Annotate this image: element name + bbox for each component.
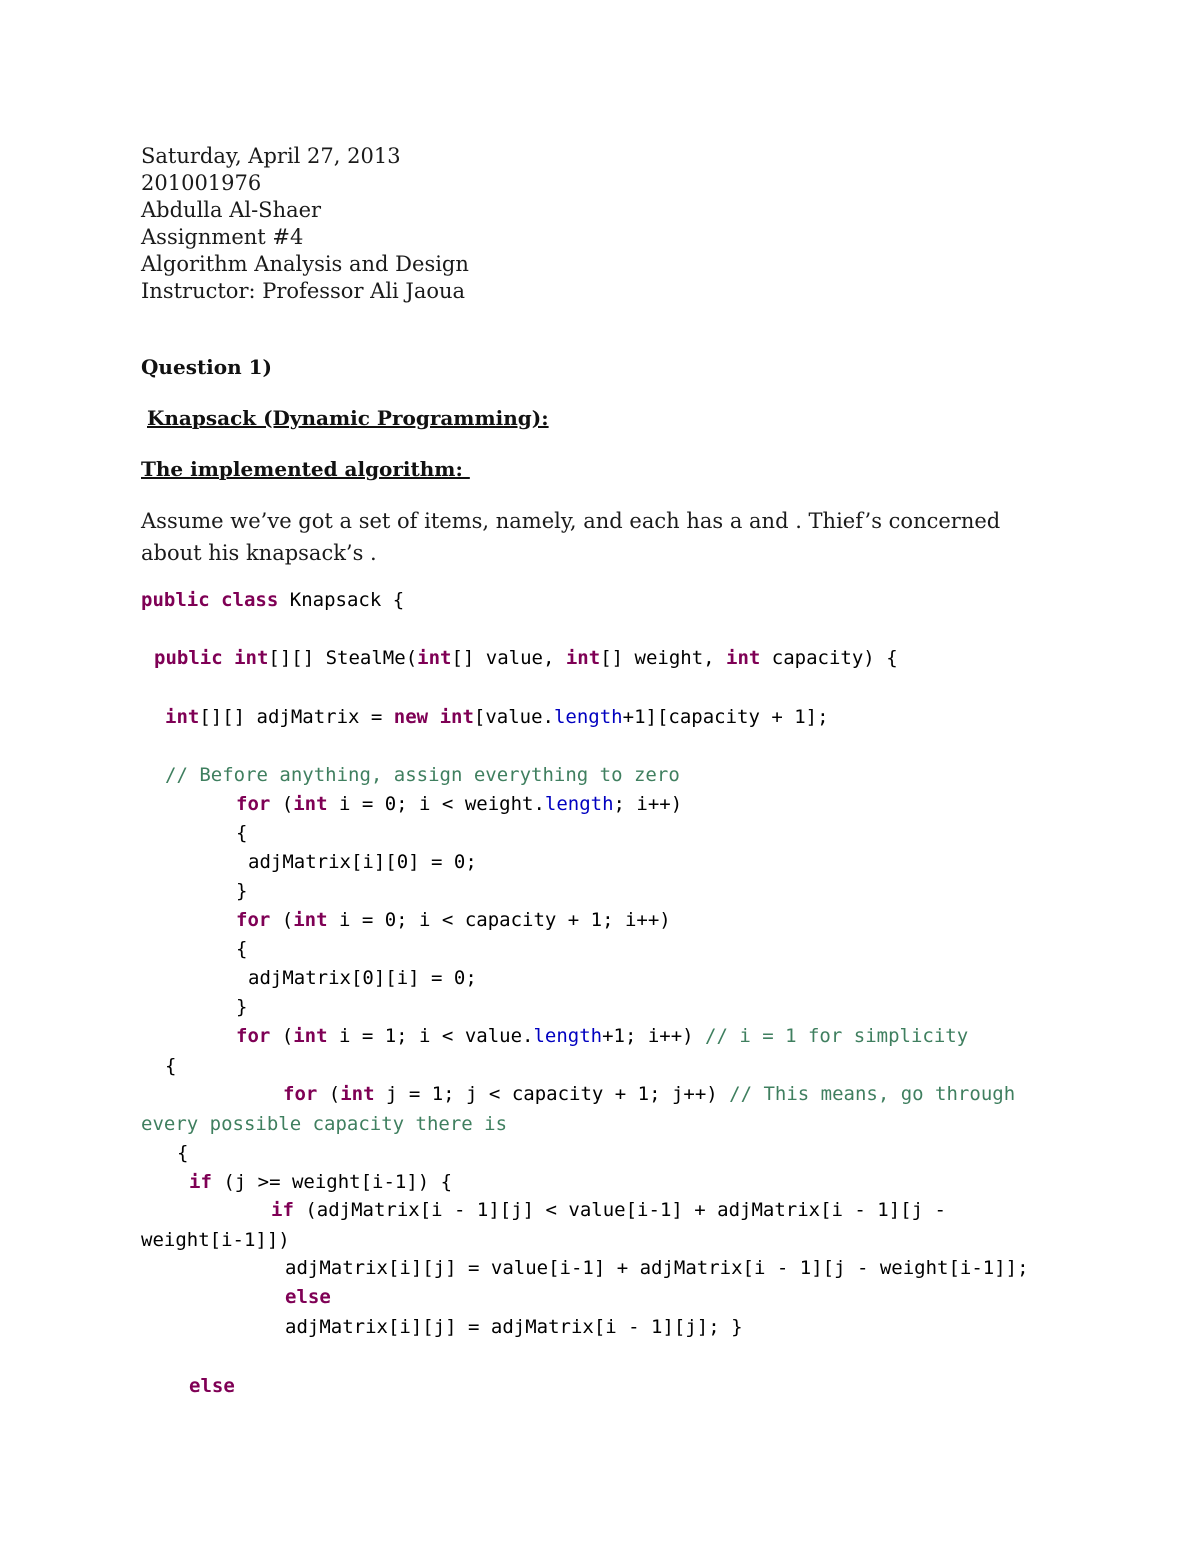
- date-line: Saturday, April 27, 2013: [141, 144, 401, 168]
- code-line: else: [285, 1286, 331, 1308]
- code-line: }: [236, 880, 248, 902]
- code-line: adjMatrix[i][j] = value[i-1] + adjMatrix[i - 1][j - weight[i-1]];: [285, 1257, 1029, 1279]
- assignment-line: Assignment #4: [141, 225, 304, 249]
- author-name-line: Abdulla Al-Shaer: [141, 198, 322, 222]
- student-id-line: 201001976: [141, 171, 262, 195]
- code-comment: every possible capacity there is: [141, 1113, 508, 1135]
- code-line: {: [236, 822, 248, 844]
- code-line: for (int i = 1; i < value.length+1; i++) // i = 1 for simplicity: [236, 1025, 969, 1047]
- code-line: weight[i-1]]): [141, 1229, 290, 1251]
- code-line: {: [236, 938, 248, 960]
- section-heading: The implemented algorithm:: [141, 457, 470, 481]
- topic-heading: Knapsack (Dynamic Programming):: [147, 406, 549, 430]
- code-line: adjMatrix[i][0] = 0;: [248, 851, 477, 873]
- code-line: {: [165, 1055, 177, 1077]
- code-comment: // Before anything, assign everything to zero: [165, 764, 680, 786]
- code-line: {: [177, 1142, 189, 1164]
- code-line: adjMatrix[i][j] = adjMatrix[i - 1][j]; }: [285, 1316, 743, 1338]
- intro-paragraph: Assume we’ve got a set of items, namely, and each has a and . Thief’s concerned about his knapsack’s .: [141, 509, 1001, 565]
- question-title: Question 1): [141, 355, 273, 379]
- code-line: int[][] adjMatrix = new int[value.length+1][capacity + 1];: [165, 706, 829, 728]
- code-line: if (adjMatrix[i - 1][j] < value[i-1] + adjMatrix[i - 1][j -: [271, 1199, 946, 1221]
- code-line: for (int i = 0; i < weight.length; i++): [236, 793, 683, 815]
- course-line: Algorithm Analysis and Design: [141, 252, 469, 276]
- code-line: }: [236, 996, 248, 1018]
- code-line: if (j >= weight[i-1]) {: [189, 1171, 453, 1193]
- instructor-line: Instructor: Professor Ali Jaoua: [141, 279, 466, 303]
- code-line: for (int j = 1; j < capacity + 1; j++) // This means, go through: [283, 1083, 1016, 1105]
- code-line: public int[][] StealMe(int[] value, int[] weight, int capacity) {: [154, 647, 898, 669]
- code-line: public class Knapsack {: [141, 589, 405, 611]
- code-line: else: [189, 1375, 235, 1397]
- code-line: for (int i = 0; i < capacity + 1; i++): [236, 909, 671, 931]
- code-line: adjMatrix[0][i] = 0;: [248, 967, 477, 989]
